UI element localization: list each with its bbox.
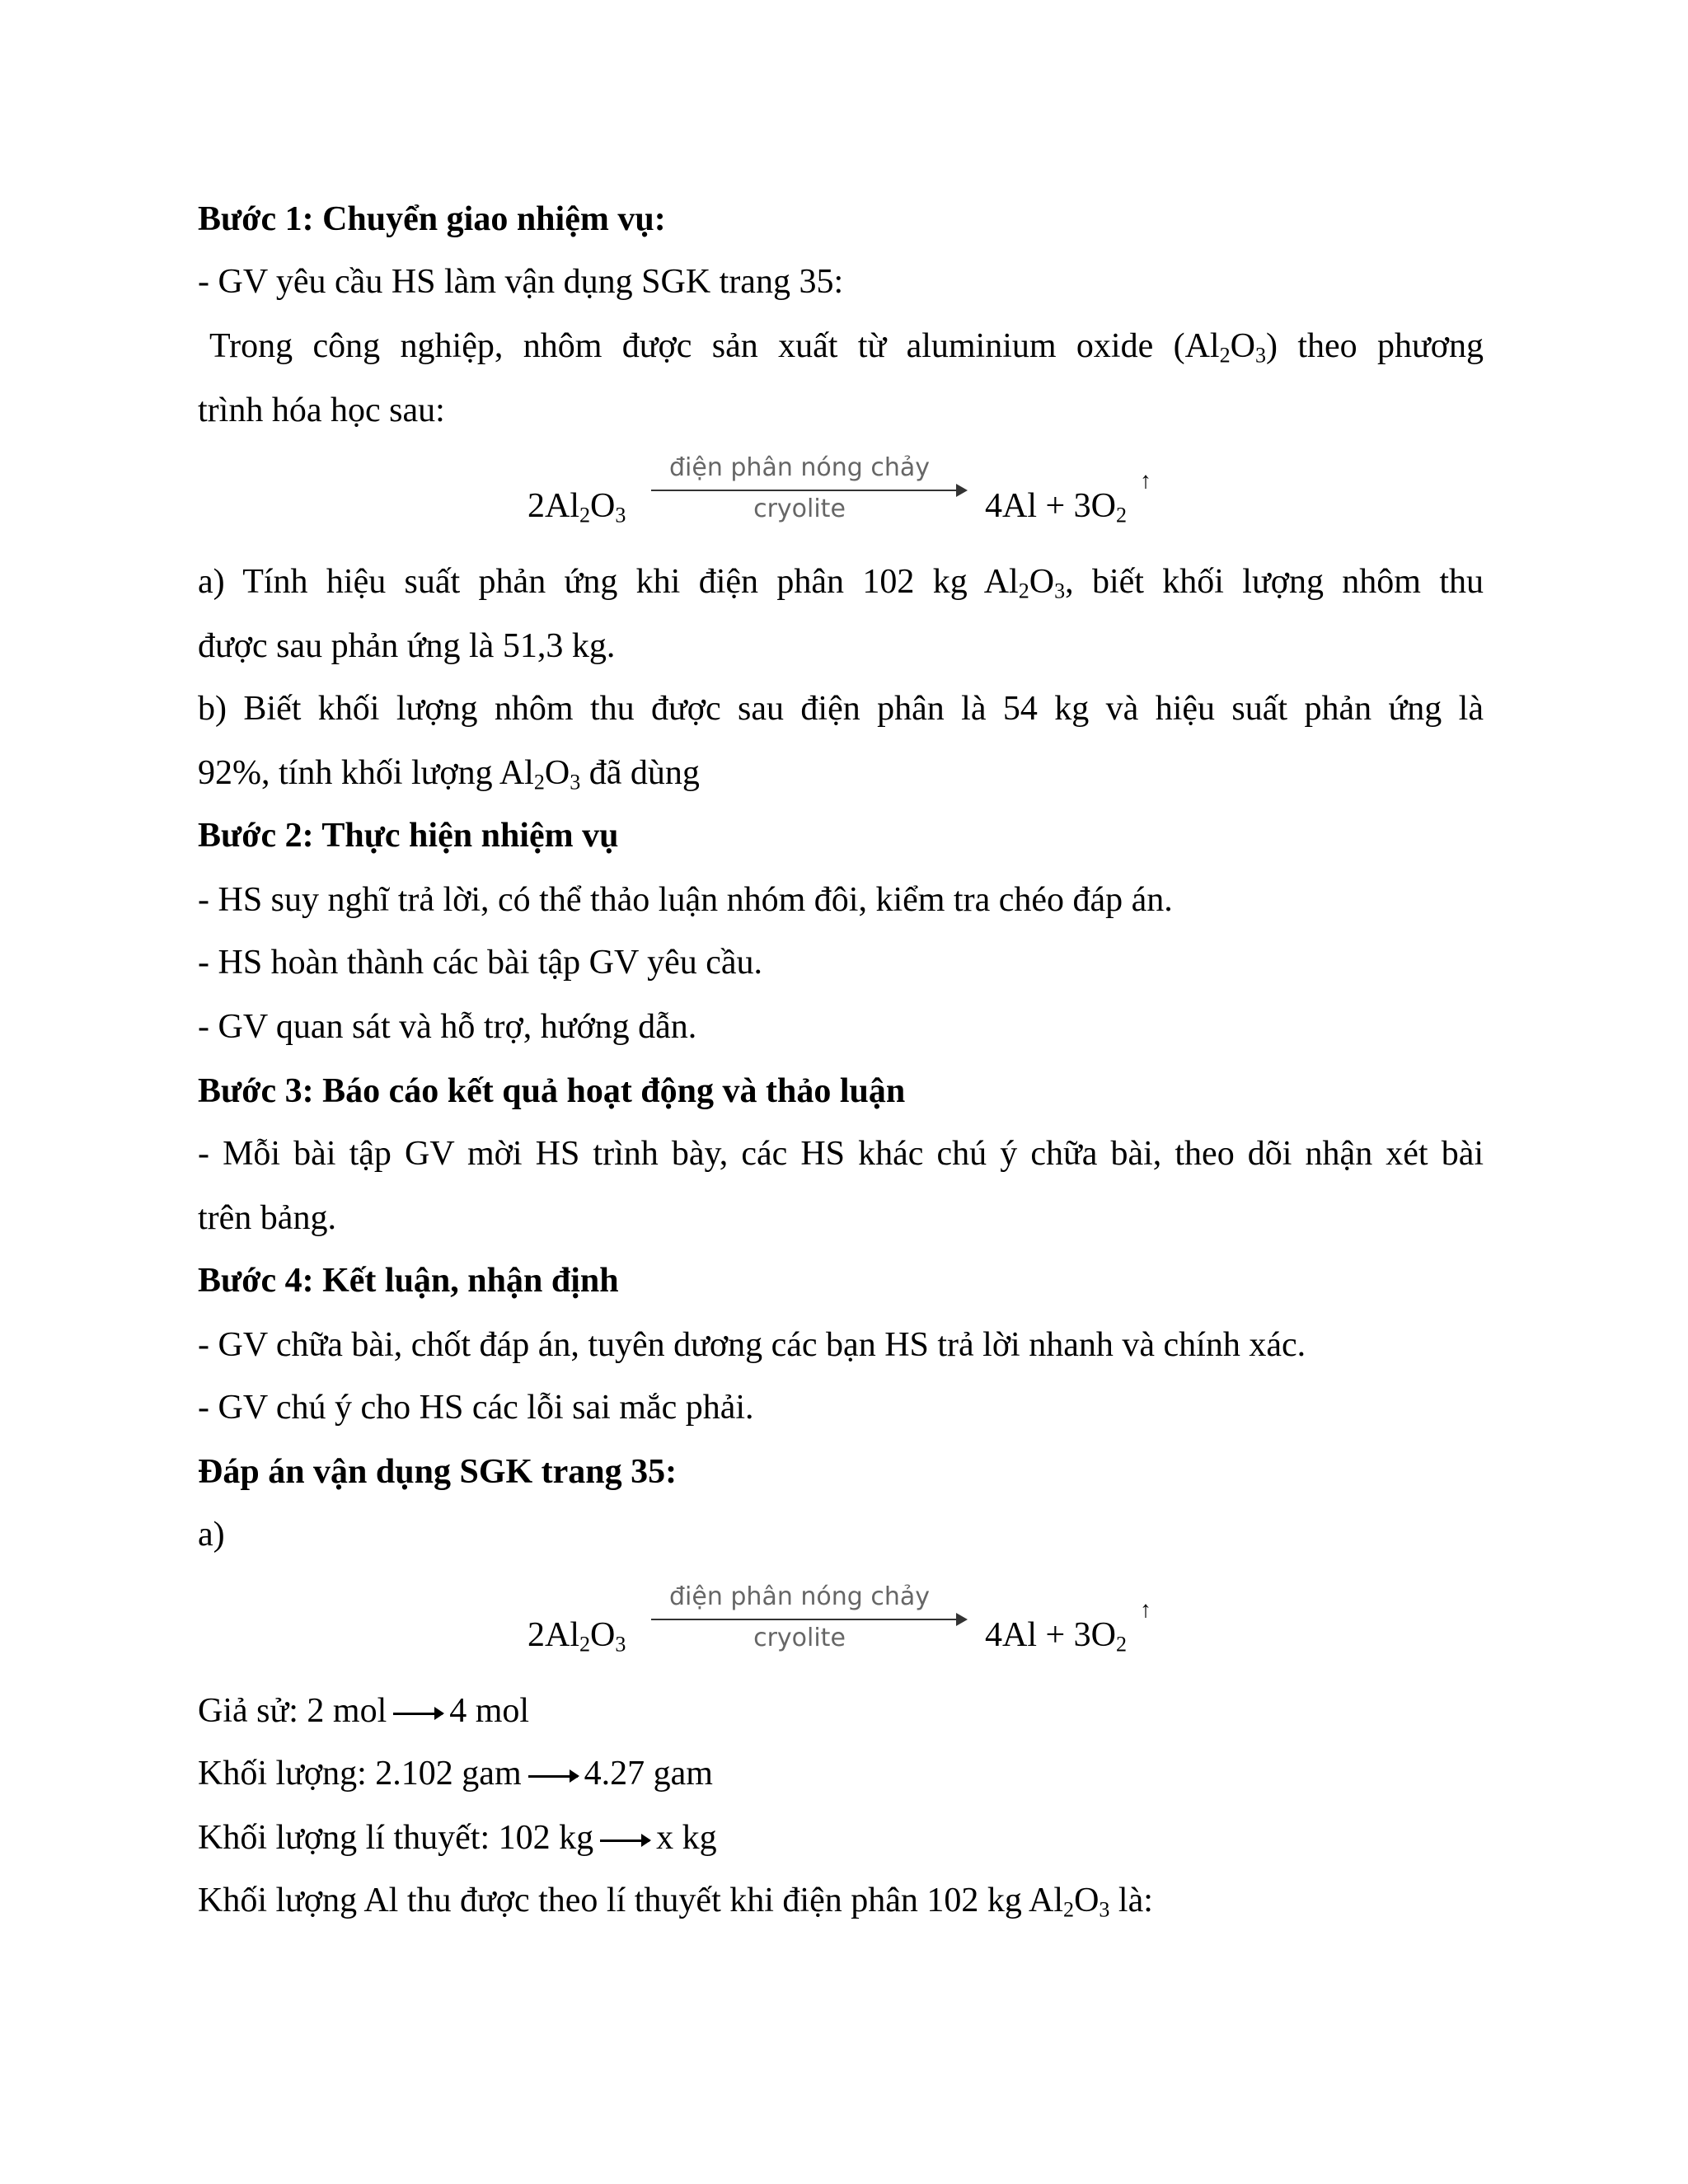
- step1-line1: - GV yêu cầu HS làm vận dụng SGK trang 35:: [198, 263, 844, 301]
- question-b-line1: b) Biết khối lượng nhôm thu được sau điện phân là 54 kg và hiệu suất phản ứng là: [198, 690, 1484, 728]
- equation-reactants: $2Al_2O_3$: [528, 487, 626, 527]
- problem-intro: Trong công nghiệp, nhôm được sản xuất từ aluminium oxide $(Al_2O_3)$ theo phương: [209, 327, 1484, 368]
- question-a-line2: được sau phản ứng là 51,3 kg.: [198, 627, 616, 665]
- step3-line1: - Mỗi bài tập GV mời HS trình bày, các HS khác chú ý chữa bài, theo dõi nhận xét bài: [198, 1135, 1484, 1173]
- equation-condition-top: điện phân nóng chảy: [669, 453, 930, 482]
- chemical-equation-1: [0, 452, 1688, 551]
- step4-item: - GV chú ý cho HS các lỗi sai mắc phải.: [198, 1389, 754, 1427]
- reaction-arrow: [651, 1619, 958, 1620]
- equation-condition-top: điện phân nóng chảy: [669, 1582, 930, 1611]
- step2-item: - HS hoàn thành các bài tập GV yêu cầu.: [198, 944, 763, 982]
- answer-suppose: Giả sử: 2 mol 4 mol: [198, 1692, 530, 1730]
- equation-condition-bottom: cryolite: [753, 1624, 846, 1652]
- step3-line2: trên bảng.: [198, 1199, 336, 1237]
- chemical-equation-2: [0, 1581, 1688, 1680]
- step4-item: - GV chữa bài, chốt đáp án, tuyên dương các bạn HS trả lời nhanh và chính xác.: [198, 1326, 1306, 1364]
- answer-heading: Đáp án vận dụng SGK trang 35:: [198, 1453, 678, 1491]
- answer-final: Khối lượng Al thu được theo lí thuyết khi điện phân 102 kg $Al_2O_3$ là:: [198, 1882, 1153, 1922]
- long-right-arrow-icon: [600, 1840, 649, 1842]
- question-b-line2: 92%, tính khối lượng $Al_2O_3$ đã dùng: [198, 754, 700, 794]
- step2-item: - GV quan sát và hỗ trợ, hướng dẫn.: [198, 1008, 697, 1046]
- equation-reactants: $2Al_2O_3$: [528, 1616, 626, 1657]
- step3-heading: Bước 3: Báo cáo kết quả hoạt động và thảo luận: [198, 1072, 906, 1110]
- answer-theory: Khối lượng lí thuyết: 102 kg x kg: [198, 1819, 717, 1857]
- equation-condition-bottom: cryolite: [753, 494, 846, 523]
- step2-heading: Bước 2: Thực hiện nhiệm vụ: [198, 817, 619, 855]
- equation-products: $4Al + 3O_2$: [985, 1616, 1128, 1657]
- long-right-arrow-icon: [393, 1713, 443, 1715]
- step4-heading: Bước 4: Kết luận, nhận định: [198, 1262, 619, 1300]
- answer-mass: Khối lượng: 2.102 gam 4.27 gam: [198, 1755, 713, 1793]
- equation-products: $4Al + 3O_2$: [985, 487, 1128, 527]
- step2-item: - HS suy nghĩ trả lời, có thể thảo luận nhóm đôi, kiểm tra chéo đáp án.: [198, 881, 1173, 919]
- reaction-arrow: [651, 490, 958, 491]
- gas-arrow-icon: ↑: [1140, 1597, 1151, 1623]
- answer-part-a: a): [198, 1516, 225, 1554]
- gas-arrow-icon: ↑: [1140, 468, 1151, 494]
- step1-heading: Bước 1: Chuyển giao nhiệm vụ:: [198, 200, 666, 238]
- question-a-line1: a) Tính hiệu suất phản ứng khi điện phân 102 kg $Al_2O_3$, biết khối lượng nhôm thu: [198, 563, 1484, 603]
- problem-intro-line2: trình hóa học sau:: [198, 391, 445, 429]
- long-right-arrow-icon: [528, 1775, 578, 1778]
